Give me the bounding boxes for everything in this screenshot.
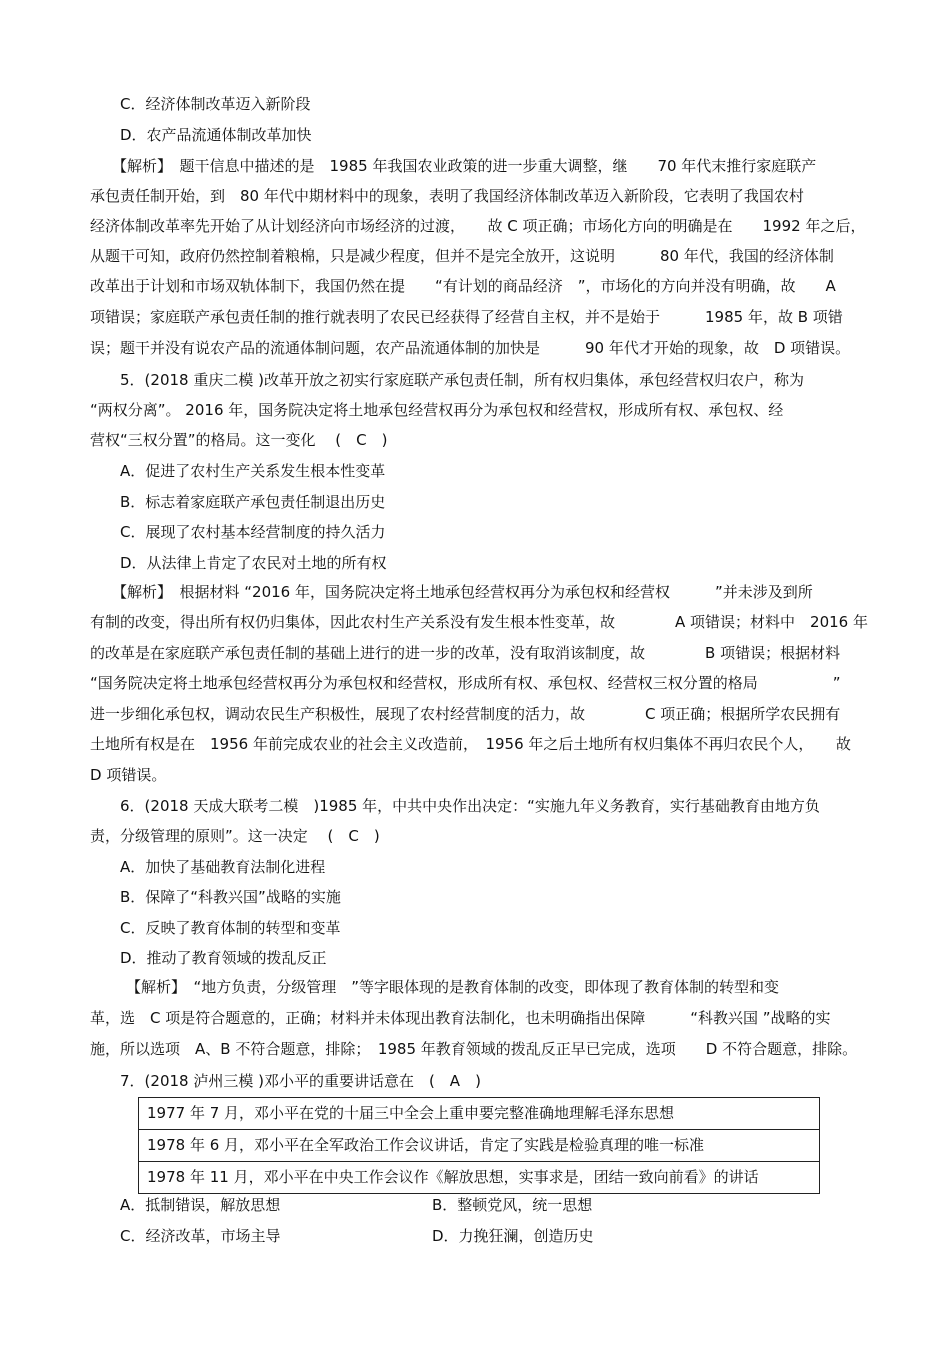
q4-explanation-line: 从题干可知，政府仍然控制着粮棉，只是减少程度，但并不是完全放开，这说明 80 年代，我国的经济体制: [90, 247, 834, 265]
q5-option-c: C．展现了农村基本经营制度的持久活力: [120, 523, 386, 541]
q6-explanation-line: 施，所以选项 A、B 不符合题意，排除； 1985 年教育领域的拨乱反正早已完成，选项 D 不符合题意，排除。: [90, 1040, 858, 1058]
q5-explanation-line: D 项错误。: [90, 766, 167, 784]
q5-stem-line: “两权分离”。 2016 年，国务院决定将土地承包经营权再分为承包权和经营权，形成所有权、承包权、经: [90, 401, 784, 419]
q4-explanation-line: 改革出于计划和市场双轨体制下，我国仍然在提 “有计划的商品经济 ”，市场化的方向并没有明确，故 A: [90, 277, 836, 295]
q6-explanation-line: 【解析】 “地方负责，分级管理 ”等字眼体现的是教育体制的改变，即体现了教育体制的转型和变: [126, 978, 780, 996]
q5-stem-line: 5．(2018 重庆二模 )改革开放之初实行家庭联产承包责任制，所有权归集体，承包经营权归农户，称为: [120, 371, 804, 389]
q6-stem-line: 6．(2018 天成大联考二模 )1985 年，中共中央作出决定：“实施九年义务教育，实行基础教育由地方负: [120, 797, 820, 815]
q7-material-table: [138, 1097, 820, 1194]
q4-explanation-line: 项错误；家庭联产承包责任制的推行就表明了农民已经获得了经营自主权，并不是始于 1985 年，故 B 项错: [90, 308, 843, 326]
table-row: 1978 年 6 月，邓小平在全军政治工作会议讲话，肯定了实践是检验真理的唯一标准: [139, 1129, 819, 1161]
table-row: 1978 年 11 月，邓小平在中央工作会议作《解放思想，实事求是，团结一致向前看》的讲话: [139, 1161, 819, 1193]
q5-option-b: B．标志着家庭联产承包责任制退出历史: [120, 493, 386, 511]
q7-stem: 7．(2018 泸州三模 )邓小平的重要讲话意在 ( A ): [120, 1072, 481, 1090]
q4-explanation-line: 经济体制改革率先开始了从计划经济向市场经济的过渡， 故 C 项正确；市场化方向的明确是在 1992 年之后，: [90, 217, 866, 235]
q5-explanation-line: 的改革是在家庭联产承包责任制的基础上进行的进一步的改革，没有取消该制度，故 B 项错误；根据材料: [90, 644, 841, 662]
q6-option-a: A．加快了基础教育法制化进程: [120, 858, 326, 876]
table-row: 1977 年 7 月，邓小平在党的十届三中全会上重申要完整准确地理解毛泽东思想: [147, 1104, 675, 1122]
q5-explanation-line: 【解析】 根据材料 “2016 年，国务院决定将土地承包经营权再分为承包权和经营权 ”并未涉及到所: [112, 583, 813, 601]
q5-explanation-line: 有制的改变，得出所有权仍归集体，因此农村生产关系没有发生根本性变革，故 A 项错误；材料中 2016 年: [90, 613, 868, 631]
q7-option-a: A．抵制错误，解放思想: [120, 1196, 281, 1214]
q5-explanation-line: “国务院决定将土地承包经营权再分为承包权和经营权，形成所有权、承包权、经营权三权分置的格局 ”: [90, 674, 841, 692]
q7-option-c: C．经济改革，市场主导: [120, 1227, 281, 1245]
q5-explanation-line: 进一步细化承包权，调动农民生产积极性，展现了农村经营制度的活力，故 C 项正确；根据所学农民拥有: [90, 705, 841, 723]
q4-option-c: C．经济体制改革迈入新阶段: [120, 95, 311, 113]
q6-option-b: B．保障了“科教兴国”战略的实施: [120, 888, 341, 906]
q4-explanation-line: 【解析】 题干信息中描述的是 1985 年我国农业政策的进一步重大调整，继 70 年代末推行家庭联产: [112, 157, 817, 175]
q5-explanation-line: 土地所有权是在 1956 年前完成农业的社会主义改造前， 1956 年之后土地所有权归集体不再归农民个人， 故: [90, 735, 851, 753]
q5-option-d: D．从法律上肯定了农民对土地的所有权: [120, 554, 387, 572]
q4-option-d: D．农产品流通体制改革加快: [120, 126, 312, 144]
q5-stem-line: 营权“三权分置”的格局。这一变化 ( C ): [90, 431, 388, 449]
q6-option-c: C．反映了教育体制的转型和变革: [120, 919, 341, 937]
q5-option-a: A．促进了农村生产关系发生根本性变革: [120, 462, 386, 480]
q7-option-d: D．力挽狂澜，创造历史: [432, 1227, 594, 1245]
q6-option-d: D．推动了教育领域的拨乱反正: [120, 949, 327, 967]
q4-explanation-line: 误；题干并没有说农产品的流通体制问题，农产品流通体制的加快是 90 年代才开始的现象，故 D 项错误。: [90, 339, 851, 357]
q4-explanation-line: 承包责任制开始，到 80 年代中期材料中的现象，表明了我国经济体制改革迈入新阶段，它表明了我国农村: [90, 187, 804, 205]
q6-stem-line: 责，分级管理的原则”。这一决定 ( C ): [90, 827, 380, 845]
q7-option-b: B．整顿党风，统一思想: [432, 1196, 593, 1214]
q6-explanation-line: 革，选 C 项是符合题意的，正确；材料并未体现出教育法制化，也未明确指出保障 “科教兴国 ”战略的实: [90, 1009, 831, 1027]
